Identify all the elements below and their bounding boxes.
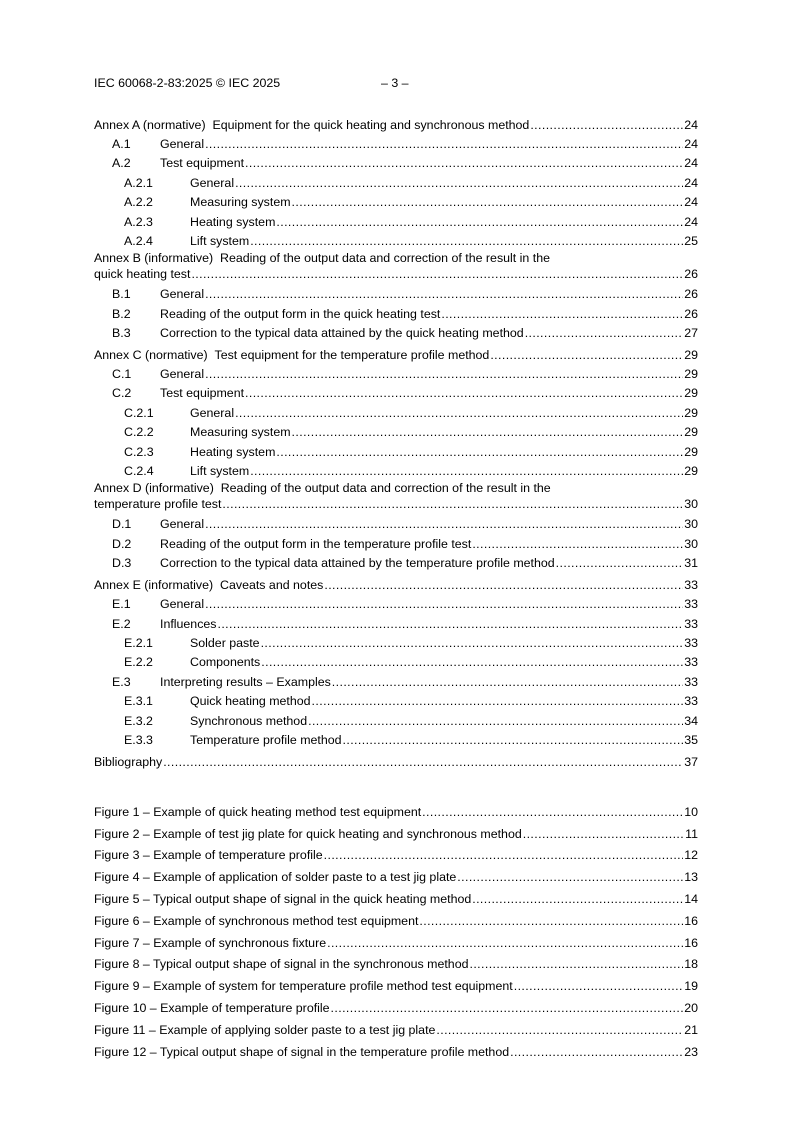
dot-leader [490, 348, 683, 362]
toc-page-number: 37 [684, 754, 698, 769]
toc-page-number: 33 [684, 655, 698, 670]
toc-page-number: 24 [684, 214, 698, 229]
figure-page-number: 10 [684, 804, 698, 819]
dot-leader [419, 914, 683, 928]
toc-page-number: 29 [684, 405, 698, 420]
dot-leader [422, 805, 683, 819]
dot-leader [163, 755, 683, 769]
table-of-contents [94, 110, 698, 769]
dot-leader [276, 215, 683, 229]
figure-entry[interactable] [94, 971, 698, 993]
figure-page-number: 13 [684, 870, 698, 885]
toc-section-number: E.1 [112, 597, 131, 612]
toc-title: Temperature profile method [190, 732, 342, 747]
dot-leader [250, 464, 683, 478]
dot-leader [205, 367, 683, 381]
toc-title: Interpreting results – Examples [160, 674, 331, 689]
dot-leader [556, 556, 684, 570]
figure-page-number: 12 [684, 848, 698, 863]
toc-entry[interactable] [94, 420, 698, 439]
toc-page-number: 29 [684, 425, 698, 440]
toc-title: General [160, 287, 205, 302]
toc-entry[interactable] [94, 151, 698, 170]
dot-leader [205, 287, 683, 301]
figure-title: Figure 4 – Example of application of solder paste to a test jig plate [94, 870, 457, 885]
toc-page-number: 24 [684, 195, 698, 210]
toc-entry[interactable] [94, 301, 698, 320]
toc-title: Synchronous method [190, 713, 308, 728]
toc-title: Heating system [190, 444, 276, 459]
figure-title: Figure 6 – Example of synchronous method test equipment [94, 913, 419, 928]
figure-entry[interactable] [94, 1037, 698, 1059]
toc-title: Components [190, 655, 261, 670]
toc-entry[interactable] [94, 229, 698, 248]
dot-leader [245, 156, 683, 170]
toc-entry[interactable] [94, 551, 698, 570]
figure-title: Figure 2 – Example of test jig plate for quick heating and synchronous method [94, 826, 522, 841]
toc-entry[interactable] [94, 439, 698, 458]
toc-page-number: 29 [684, 386, 698, 401]
dot-leader [205, 517, 683, 531]
toc-page-number: 33 [684, 694, 698, 709]
dot-leader [441, 307, 683, 321]
toc-entry[interactable] [94, 592, 698, 611]
toc-annex-label: Annex C (normative) [94, 347, 208, 362]
dot-leader [292, 425, 684, 439]
toc-title: Test equipment for the temperature profile method [214, 347, 490, 362]
figure-title: Figure 11 – Example of applying solder paste to a test jig plate [94, 1022, 436, 1037]
toc-entry[interactable] [94, 190, 698, 209]
dot-leader [276, 445, 683, 459]
dot-leader [308, 714, 683, 728]
toc-title: Lift system [190, 464, 250, 479]
list-of-figures [94, 797, 698, 1059]
figure-entry[interactable] [94, 928, 698, 950]
dot-leader [205, 137, 683, 151]
dot-leader [469, 957, 683, 971]
dot-leader [245, 386, 683, 400]
figure-page-number: 20 [684, 1000, 698, 1015]
dot-leader [332, 675, 683, 689]
dot-leader [324, 578, 683, 592]
dot-leader [261, 655, 683, 669]
toc-entry[interactable] [94, 531, 698, 550]
toc-page-number: 35 [684, 732, 698, 747]
toc-section-number: A.2.1 [124, 175, 153, 190]
dot-leader [472, 892, 683, 906]
toc-entry[interactable] [94, 381, 698, 400]
toc-page-number: 24 [684, 117, 698, 132]
toc-title: General [160, 517, 205, 532]
toc-section-number: C.1 [112, 367, 132, 382]
toc-entry[interactable] [94, 209, 698, 228]
toc-entry[interactable] [94, 132, 698, 151]
figure-page-number: 18 [684, 957, 698, 972]
toc-title: Solder paste [190, 635, 260, 650]
toc-title-continued: quick heating test [94, 266, 191, 281]
toc-title: Reading of the output form in the quick heating test [160, 306, 441, 321]
toc-section-number: E.3 [112, 674, 131, 689]
page-header [94, 76, 694, 92]
figure-page-number: 21 [684, 1022, 698, 1037]
figure-title: Figure 8 – Typical output shape of signal in the synchronous method [94, 957, 469, 972]
dot-leader [343, 733, 684, 747]
toc-title: Reading of the output data and correction of the result in the [220, 250, 550, 265]
toc-title: Quick heating method [190, 694, 311, 709]
toc-section-number: E.2.2 [124, 655, 153, 670]
toc-section-number: E.3.2 [124, 713, 153, 728]
toc-annex-label: Annex A (normative) [94, 117, 206, 132]
toc-section-number: D.2 [112, 536, 132, 551]
toc-page-number: 26 [684, 306, 698, 321]
dot-leader [312, 694, 684, 708]
toc-page-number: 33 [684, 597, 698, 612]
toc-page-number: 29 [684, 444, 698, 459]
toc-entry-annex[interactable] [94, 340, 698, 362]
toc-page-number: 29 [684, 347, 698, 362]
toc-section-number: C.2.1 [124, 405, 154, 420]
dot-leader [235, 176, 683, 190]
dot-leader [222, 496, 683, 512]
dot-leader [331, 1001, 684, 1015]
toc-title: Caveats and notes [220, 577, 324, 592]
toc-title: Reading of the output data and correction of the result in the [220, 481, 551, 496]
dot-leader [292, 195, 684, 209]
dot-leader [530, 118, 683, 132]
toc-page-number: 26 [684, 266, 698, 281]
dot-leader [327, 936, 683, 950]
toc-entry[interactable] [94, 362, 698, 381]
toc-entry-annex[interactable] [94, 110, 698, 132]
toc-entry[interactable] [94, 689, 698, 708]
toc-entry-annex[interactable] [94, 480, 698, 512]
toc-annex-label: Annex E (informative) [94, 577, 214, 592]
toc-entry-annex[interactable] [94, 250, 698, 282]
toc-section-number: C.2.4 [124, 464, 154, 479]
toc-title: General [190, 405, 235, 420]
dot-leader [510, 1045, 683, 1059]
toc-section-number: B.1 [112, 287, 131, 302]
toc-entry-bibliography[interactable] [94, 747, 698, 769]
toc-title: Measuring system [190, 195, 291, 210]
toc-page-number: 33 [684, 577, 698, 592]
toc-page-number: 31 [684, 556, 698, 571]
dot-leader [250, 234, 683, 248]
figure-page-number: 16 [684, 935, 698, 950]
toc-entry-annex[interactable] [94, 570, 698, 592]
toc-entry[interactable] [94, 631, 698, 650]
figure-entry[interactable] [94, 884, 698, 906]
dot-leader [217, 617, 683, 631]
toc-page-number: 29 [684, 367, 698, 382]
toc-section-number: C.2.2 [124, 425, 154, 440]
toc-section-number: D.3 [112, 556, 132, 571]
toc-title: Test equipment [160, 386, 245, 401]
toc-page-number: 29 [684, 464, 698, 479]
toc-entry[interactable] [94, 321, 698, 340]
toc-entry[interactable] [94, 728, 698, 747]
toc-entry[interactable] [94, 282, 698, 301]
figure-entry[interactable] [94, 862, 698, 884]
toc-section-number: A.2.4 [124, 233, 153, 248]
dot-leader [235, 406, 683, 420]
figure-entry[interactable] [94, 993, 698, 1015]
figure-page-number: 19 [684, 979, 698, 994]
toc-title: Correction to the typical data attained by the temperature profile method [160, 556, 555, 571]
dot-leader [472, 537, 683, 551]
toc-entry[interactable] [94, 650, 698, 669]
toc-section-number: A.1 [112, 136, 131, 151]
page-number: – 3 – [381, 76, 409, 90]
toc-line [94, 266, 698, 282]
toc-annex-label: Annex B (informative) [94, 250, 214, 265]
toc-entry[interactable] [94, 170, 698, 189]
toc-section-number: A.2 [112, 156, 131, 171]
toc-page-number: 25 [684, 233, 698, 248]
toc-title: Reading of the output form in the temperature profile test [160, 536, 472, 551]
toc-section-number: D.1 [112, 517, 132, 532]
toc-page-number: 30 [684, 536, 698, 551]
toc-entry[interactable] [94, 400, 698, 419]
figure-title: Figure 1 – Example of quick heating method test equipment [94, 804, 422, 819]
toc-entry[interactable] [94, 611, 698, 630]
toc-line [94, 250, 698, 266]
figure-page-number: 14 [684, 891, 698, 906]
toc-section-number: A.2.3 [124, 214, 153, 229]
figure-entry[interactable] [94, 906, 698, 928]
figure-title: Figure 10 – Example of temperature profile [94, 1000, 330, 1015]
toc-page-number: 33 [684, 616, 698, 631]
toc-section-number: E.3.1 [124, 694, 153, 709]
toc-title: Equipment for the quick heating and synchronous method [212, 117, 530, 132]
toc-page-number: 24 [684, 136, 698, 151]
toc-section-number: C.2 [112, 386, 132, 401]
toc-line [94, 480, 698, 496]
figure-entry[interactable] [94, 841, 698, 863]
figure-title: Figure 3 – Example of temperature profile [94, 848, 323, 863]
toc-page-number: 26 [684, 287, 698, 302]
figure-page-number: 11 [685, 826, 698, 841]
toc-page-number: 30 [684, 517, 698, 532]
dot-leader [261, 636, 684, 650]
toc-page-number: 30 [684, 497, 698, 512]
toc-annex-label: Annex D (informative) [94, 481, 214, 496]
toc-title: General [190, 175, 235, 190]
figure-entry[interactable] [94, 1015, 698, 1037]
document-id: IEC 60068-2-83:2025 © IEC 2025 [94, 76, 281, 90]
dot-leader [191, 266, 683, 282]
dot-leader [457, 870, 683, 884]
toc-page-number: 33 [684, 674, 698, 689]
toc-title: General [160, 367, 205, 382]
toc-section-number: E.2.1 [124, 635, 153, 650]
toc-title-continued: temperature profile test [94, 497, 222, 512]
figure-title: Figure 12 – Typical output shape of signal in the temperature profile method [94, 1044, 510, 1059]
toc-title: Heating system [190, 214, 276, 229]
toc-title: Correction to the typical data attained by the quick heating method [160, 326, 524, 341]
toc-title: General [160, 136, 205, 151]
figure-page-number: 16 [684, 913, 698, 928]
figure-entry[interactable] [94, 797, 698, 819]
toc-entry[interactable] [94, 708, 698, 727]
toc-entry[interactable] [94, 512, 698, 531]
dot-leader [523, 827, 684, 841]
figure-entry[interactable] [94, 950, 698, 972]
toc-section-number: B.2 [112, 306, 131, 321]
toc-page-number: 34 [684, 713, 698, 728]
figure-page-number: 23 [684, 1044, 698, 1059]
toc-page-number: 24 [684, 156, 698, 171]
dot-leader [205, 597, 683, 611]
toc-line [94, 496, 698, 512]
dot-leader [514, 979, 683, 993]
toc-title: Lift system [190, 233, 250, 248]
figure-title: Figure 9 – Example of system for temperature profile method test equipment [94, 979, 513, 994]
toc-title: Influences [160, 616, 217, 631]
toc-title: Bibliography [94, 754, 163, 769]
figure-title: Figure 5 – Typical output shape of signal in the quick heating method [94, 891, 472, 906]
toc-title: General [160, 597, 205, 612]
toc-page-number: 33 [684, 635, 698, 650]
toc-section-number: E.2 [112, 616, 131, 631]
dot-leader [324, 848, 684, 862]
toc-page-number: 27 [684, 326, 698, 341]
toc-section-number: B.3 [112, 326, 131, 341]
toc-section-number: E.3.3 [124, 732, 153, 747]
toc-entry[interactable] [94, 669, 698, 688]
toc-page-number: 24 [684, 175, 698, 190]
dot-leader [525, 326, 684, 340]
toc-title: Measuring system [190, 425, 291, 440]
dot-leader [436, 1023, 683, 1037]
toc-entry[interactable] [94, 459, 698, 478]
figure-title: Figure 7 – Example of synchronous fixture [94, 935, 327, 950]
figure-entry[interactable] [94, 819, 698, 841]
toc-section-number: C.2.3 [124, 444, 154, 459]
toc-section-number: A.2.2 [124, 195, 153, 210]
toc-title: Test equipment [160, 156, 245, 171]
